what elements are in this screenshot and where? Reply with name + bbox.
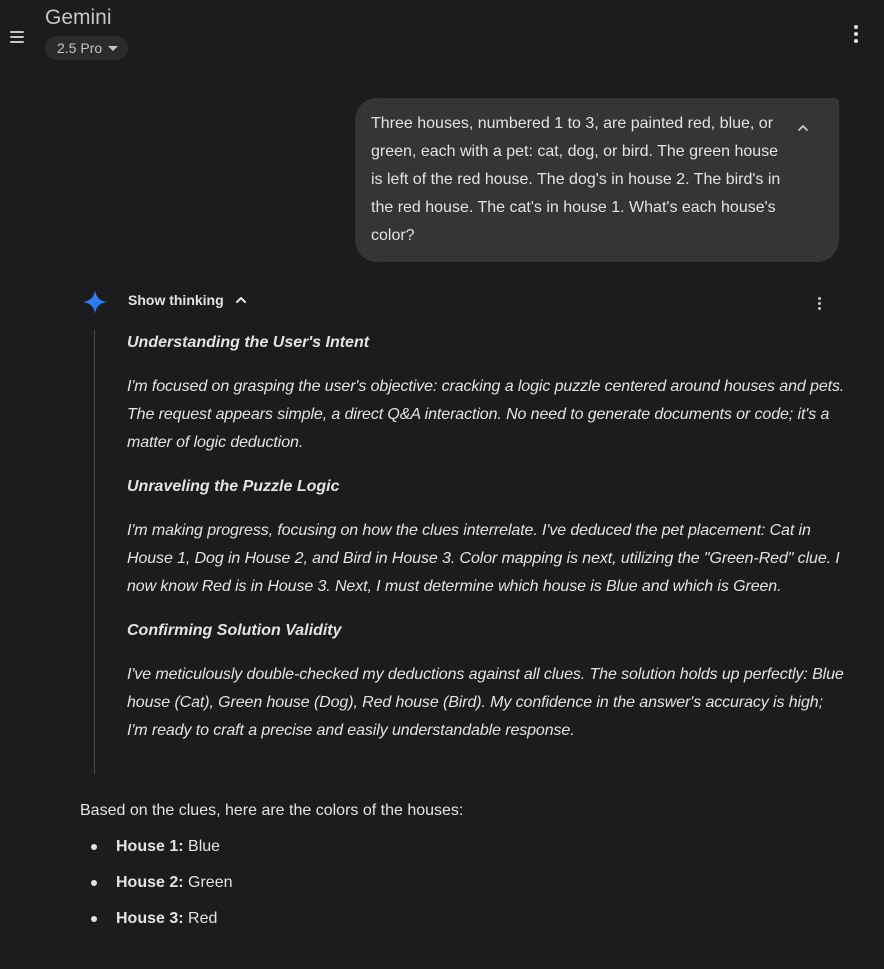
thinking-heading: Confirming Solution Validity bbox=[127, 622, 342, 639]
thinking-heading: Unraveling the Puzzle Logic bbox=[127, 478, 340, 495]
thinking-heading: Understanding the User's Intent bbox=[127, 334, 370, 351]
caret-down-icon bbox=[108, 46, 118, 51]
thinking-body: I've meticulously double-checked my deductions against all clues. The solution holds up perfectly: Blue house (Cat), Green house (Dog), Red house (Bird). My confidence in the answer's accuracy is high; I'm ready to craft a precise and easily understandable response. bbox=[127, 666, 844, 739]
thinking-body: I'm focused on grasping the user's objective: cracking a logic puzzle centered around houses and pets. The request appears simple, a direct Q&A interaction. No need to generate documents or code; it's a matter of logic deduction. bbox=[127, 378, 845, 451]
model-label: 2.5 Pro bbox=[57, 40, 103, 56]
bullet bbox=[91, 916, 97, 922]
user-message-text: Three houses, numbered 1 to 3, are painted red, blue, or green, each with a pet: cat, dog, or bird. The green house is left of the red house. The dog's in house 2. The bird's in the red house. The cat's in house 1. What's each house's color? bbox=[371, 115, 781, 244]
list-item bbox=[80, 869, 840, 897]
bullet bbox=[91, 844, 97, 850]
house-label: House 1: bbox=[116, 838, 189, 855]
list-item bbox=[80, 905, 840, 933]
house-color: Green bbox=[188, 874, 233, 891]
thinking-more-icon[interactable] bbox=[815, 295, 823, 311]
thinking-body: I'm making progress, focusing on how the clues interrelate. I've deduced the pet placement: Cat in House 1, Dog in House 2, and Bird in House 3. Color mapping is next, utilizing the "Green-Red" clue. I now know Red is in House 3. Next, I must determine which house is Blue and which is Green. bbox=[127, 522, 840, 595]
chevron-up-icon bbox=[234, 293, 248, 307]
list-item bbox=[80, 833, 840, 861]
answer-list bbox=[80, 833, 840, 933]
response-intro: Based on the clues, here are the colors of the houses: bbox=[80, 802, 464, 819]
house-color: Blue bbox=[188, 838, 221, 855]
model-selector[interactable] bbox=[45, 36, 128, 60]
chevron-up-icon[interactable] bbox=[795, 120, 811, 136]
house-label: House 3: bbox=[116, 910, 189, 927]
house-color: Red bbox=[188, 910, 218, 927]
app-title: Gemini bbox=[45, 6, 112, 29]
model-response bbox=[80, 797, 840, 941]
show-thinking-toggle[interactable] bbox=[128, 292, 248, 308]
thinking-divider bbox=[94, 330, 95, 774]
bullet bbox=[91, 880, 97, 886]
show-thinking-label: Show thinking bbox=[128, 292, 224, 308]
house-label: House 2: bbox=[116, 874, 189, 891]
more-options-icon[interactable] bbox=[846, 24, 866, 44]
thinking-panel bbox=[127, 329, 847, 761]
gemini-sparkle-icon bbox=[82, 289, 108, 315]
menu-icon[interactable] bbox=[6, 26, 28, 48]
user-message-bubble bbox=[355, 98, 839, 262]
